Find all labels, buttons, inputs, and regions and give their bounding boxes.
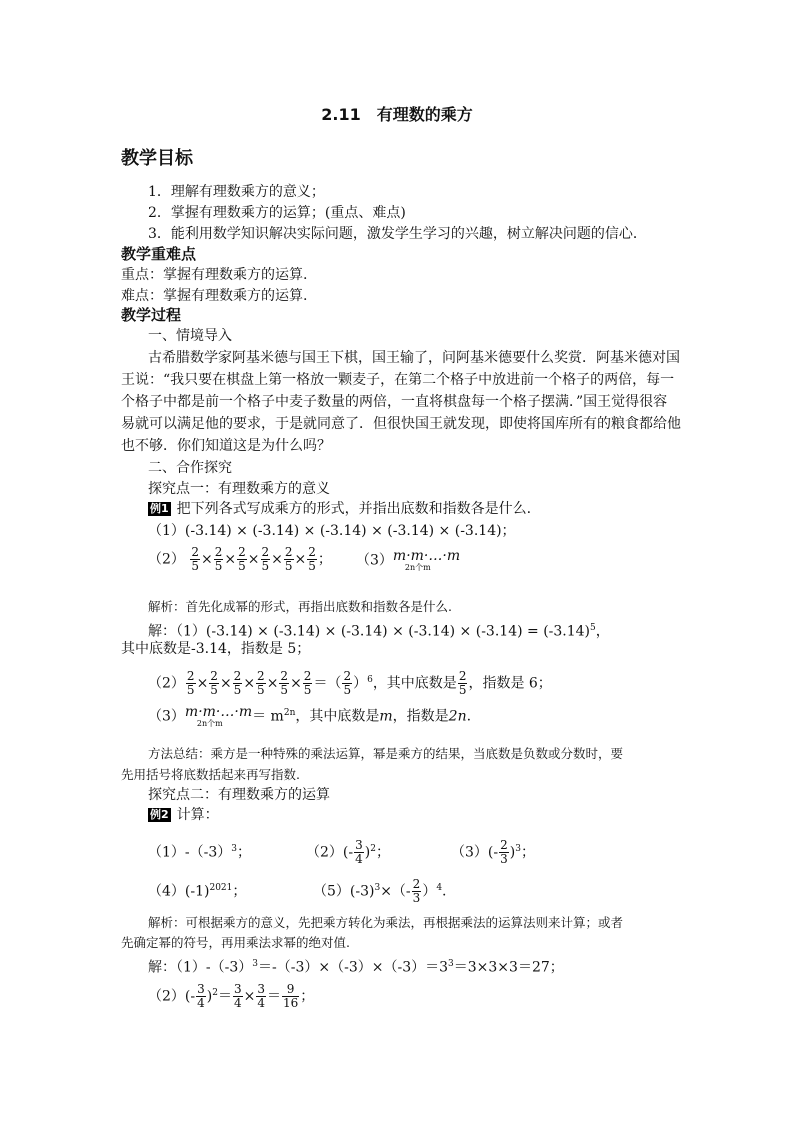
section-heading: 二、合作探究 xyxy=(148,460,232,476)
objective-item: 1．理解有理数乘方的意义； xyxy=(148,184,325,200)
example-1-prompt: 例1 把下列各式写成乘方的形式，并指出底数和指数各是什么. xyxy=(150,501,532,517)
example-1-answer-1: 解：$(1)(-3.14) \times (-3.14) \times (-3.14) \times (-3.14) \times (-3.14) = (-3.14)^5$， xyxy=(148,623,610,640)
example-2-q1: $(1)-(-3)^3$； xyxy=(148,844,252,861)
fraction: $\frac{2}{5}$ xyxy=(261,545,270,573)
example-1-analysis: 解析：首先化成幂的形式，再指出底数和指数各是什么. xyxy=(148,599,452,614)
story-line: 也不够．你们知道这是为什么吗？ xyxy=(121,438,331,454)
example-1-q2: （2） $\frac{2}{5}$ × $\frac{2}{5}$ × $\frac{2}{5}$ × $\frac{2}{5}$ × $\frac{2}{5}$ × $\frac{2}{5}$ ； xyxy=(148,545,332,573)
example-1-answer-1b: 其中底数是-3.14，指数是 5； xyxy=(121,641,311,657)
example-2-analysis: 先确定幂的符号，再用乘法求幂的绝对值. xyxy=(121,935,350,950)
fraction: $\frac{2}{5}$ xyxy=(284,545,293,573)
example-2-q3: （3）(- $\frac{2}{3}$ )$^3$； xyxy=(451,838,535,867)
example-1-q1: （1）(-3.14) × (-3.14) × (-3.14) × (-3.14) × (-3.14)； xyxy=(148,523,516,539)
example-badge: 例2 xyxy=(150,808,169,821)
fraction: $\frac{2}{5}$ xyxy=(308,545,316,573)
story-line: 个格子中都是前一个格子中麦子数量的两倍，一直将棋盘每一个格子摆满．”国王觉得很容 xyxy=(121,394,668,410)
example-2-prompt: 例2 计算： xyxy=(150,807,219,823)
example-2-q4: $(4)(-1)^{2021}$； xyxy=(148,883,247,900)
example-1-answer-2: （2） $\frac{2}{5}$ × $\frac{2}{5}$ × $\frac{2}{5}$ × $\frac{2}{5}$ × $\frac{2}{5}$ × $\frac{2}{5}$ ＝（ $\frac{2}{5}$ ）$^6$，其中底数是 $\frac{2}{5}$ ，指数是 6； xyxy=(148,669,552,698)
example-1-q3: （3）m·m·…·m 2n个m xyxy=(356,548,461,572)
point-heading: 探究点二：有理数乘方的运算 xyxy=(148,787,330,803)
example-2-answer-2: （2）(- $\frac{3}{4}$ )$^2$＝ $\frac{3}{4}$ × $\frac{3}{4}$ ＝ $\frac{9}{16}$ ； xyxy=(148,982,315,1011)
objective-item: 3．能利用数学知识解决实际问题，激发学生学习的兴趣，树立解决问题的信心． xyxy=(148,226,647,242)
objectives-heading: 教学目标 xyxy=(121,148,193,169)
example-2-answer-1: 解：$(1)-(-3)^3=-(-3)\times(-3)\times(-3)=3^3=3\times 3\times 3=27$； xyxy=(148,959,564,976)
keypoints-heading: 教学重难点 xyxy=(121,245,197,263)
point-heading: 探究点一：有理数乘方的意义 xyxy=(148,481,330,497)
example-2-q2: （2）(- $\frac{3}{4}$ )$^2$； xyxy=(306,838,390,867)
example-1-answer-3: （3）m·m·…·m 2n个m ＝ $m^{2n}$，其中底数是m，指数是2n. xyxy=(148,704,472,729)
section-heading: 一、情境导入 xyxy=(148,328,232,344)
fraction: $\frac{2}{5}$ xyxy=(214,545,223,573)
story-line: 古希腊数学家阿基米德与国王下棋，国王输了，问阿基米德要什么奖赏．阿基米德对国 xyxy=(148,350,680,366)
method-summary: 先用括号将底数括起来再写指数. xyxy=(121,767,300,782)
objective-item: 2．掌握有理数乘方的运算；(重点、难点) xyxy=(148,205,406,221)
difficulty-text: 难点：掌握有理数乘方的运算. xyxy=(121,288,308,304)
story-line: 易就可以满足他的要求，于是就同意了．但很快国王就发现，即使将国库所有的粮食都给他 xyxy=(121,416,681,432)
example-badge: 例1 xyxy=(150,502,169,515)
focus-text: 重点：掌握有理数乘方的运算. xyxy=(121,267,308,283)
fraction: $\frac{2}{5}$ xyxy=(238,545,246,573)
page-title: 2.11 有理数的乘方 xyxy=(321,105,473,124)
process-heading: 教学过程 xyxy=(121,306,182,324)
example-2-q5: $(5)(-3)^3\times(-$ $\frac{2}{3}$ ）$^4$. xyxy=(313,877,447,906)
story-line: 王说：“我只要在棋盘上第一格放一颗麦子，在第二个格子中放进前一个格子的两倍，每一 xyxy=(121,372,675,388)
method-summary: 方法总结：乘方是一种特殊的乘法运算，幂是乘方的结果，当底数是负数或分数时，要 xyxy=(148,746,624,761)
fraction: $\frac{2}{5}$ xyxy=(191,545,200,573)
example-2-analysis: 解析：可根据乘方的意义，先把乘方转化为乘法，再根据乘法的运算法则来计算；或者 xyxy=(148,915,624,930)
